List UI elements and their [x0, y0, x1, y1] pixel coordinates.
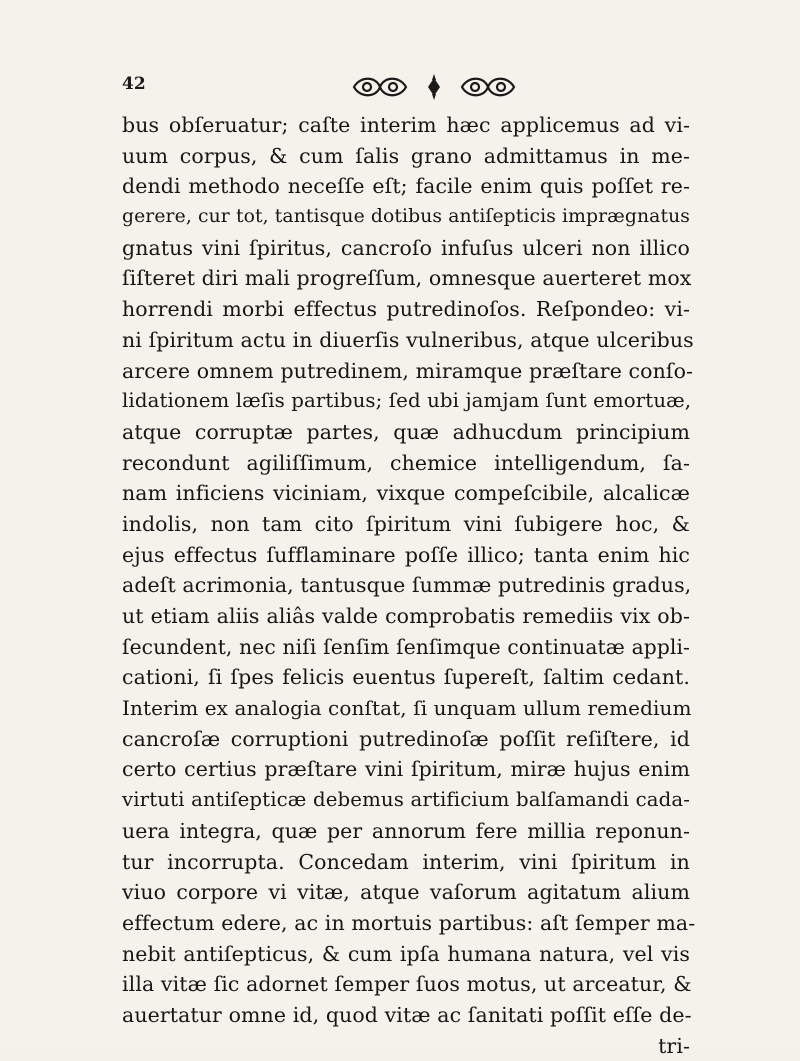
text-line: ni ſpiritum actu in diuerſis vulneribus, atque ulceribus	[122, 327, 694, 352]
text-line: viuo corpore vi vitæ, atque vaſorum agitatum alium	[122, 880, 690, 905]
text-line: atque corruptæ partes, quæ adhucdum principium	[122, 419, 690, 444]
printers-ornament-icon	[350, 72, 580, 102]
text-line: certo certius præſtare vini ſpiritum, miræ hujus enim	[122, 757, 690, 782]
text-line: gnatus vini ſpiritus, cancroſo infuſus ulceri non illico	[122, 235, 690, 260]
catchword: tri-	[658, 1033, 690, 1058]
body-text	[122, 110, 696, 1061]
text-line: cancroſæ corruptioni putredinoſæ poſſit reſiſtere, id	[122, 726, 690, 751]
text-line: ut etiam aliis aliâs valde comprobatis remediis vix ob-	[122, 604, 690, 628]
text-line: ſiſteret diri mali progreſſum, omnesque auerteret mox	[122, 266, 692, 291]
text-line: adeſt acrimonia, tantusque ſummæ putredinis gradus,	[122, 573, 692, 598]
page-header	[122, 72, 682, 106]
text-line: illa vitæ ſic adornet ſemper ſuos motus, ut arceatur, &	[122, 972, 692, 997]
text-line: Interim ex analogia conſtat, ſi unquam ullum remedium	[122, 696, 692, 721]
text-line: nebit antiſepticus, & cum ipſa humana natura, vel vis	[122, 941, 690, 966]
text-line: arcere omnem putredinem, miramque præſtare conſo-	[122, 358, 694, 383]
text-line: ſecundent, nec niſi ſenſim ſenſimque continuatæ appli-	[122, 634, 690, 659]
text-line: virtuti antiſepticæ debemus artificium balſamandi cada-	[122, 788, 690, 812]
text-line: indolis, non tam cito ſpiritum vini ſubigere hoc, &	[122, 511, 690, 536]
text-line: uum corpus, & cum ſalis grano admittamus in me-	[122, 143, 690, 168]
text-line: uera integra, quæ per annorum fere millia reponun-	[122, 818, 690, 843]
text-line: nam inficiens viciniam, vixque compeſcibile, alcalicæ	[122, 481, 690, 506]
text-line: cationi, ſi ſpes felicis euentus ſupereſt, ſaltim cedant.	[122, 665, 690, 690]
text-line: tur incorrupta. Concedam interim, vini ſpiritum in	[122, 849, 690, 874]
text-line: effectum edere, ac in mortuis partibus: aſt ſemper ma-	[122, 910, 696, 935]
text-line: horrendi morbi effectus putredinoſos. Reſpondeo: vi-	[122, 297, 690, 322]
text-line: dendi methodo neceſſe eſt; facile enim quis poſſet re-	[122, 174, 690, 199]
text-line: auertatur omne id, quod vitæ ac ſanitati poſſit eſſe de-	[122, 1002, 692, 1027]
text-line: lidationem læſis partibus; ſed ubi jamjam ſunt emortuæ,	[122, 389, 692, 413]
text-line: ejus effectus ſufflaminare poſſe illico; tanta enim hic	[122, 542, 690, 567]
page-number: 42	[122, 74, 146, 94]
text-line: recondunt agiliſſimum, chemice intelligendum, ſa-	[122, 450, 690, 475]
text-line: gerere, cur tot, tantisque dotibus antiſepticis imprægnatus	[122, 206, 690, 228]
text-line: bus obſeruatur; caſte interim hæc applicemus ad vi-	[122, 113, 690, 137]
